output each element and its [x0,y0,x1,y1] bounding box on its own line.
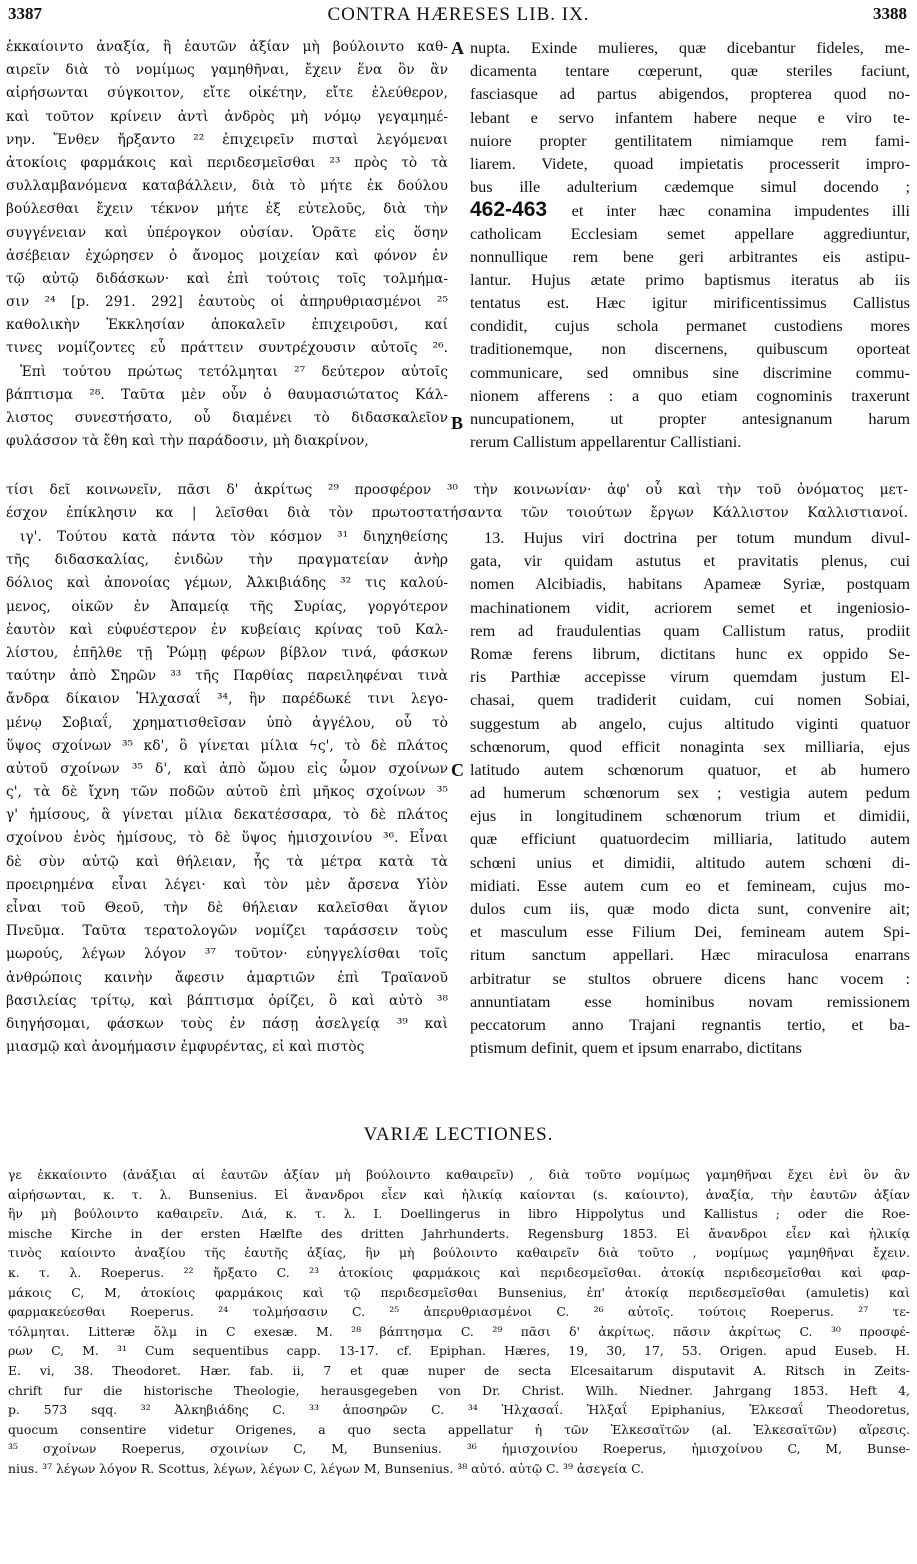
greek-line: διηγήσομαι, φάσκων τοὺς ἐν πάσῃ ἀσελγείᾳ ³⁹ καὶ [6,1015,448,1032]
greek-line: καθολικὴν Ἐκκλησίαν ἀποκαλεῖν ἐπιχειροῦσι, καί [6,317,448,334]
greek-line: φυλάσσον τὰ ἔθη καὶ τὴν παράδοσιν, μὴ διακρίνον, [6,433,369,450]
latin-line: nonnullique rem bene geri arbitrantes eis astipu- [470,246,910,266]
greek-line: λιστος συνεστήσατο, οὗ διαμένει τὸ διδασκαλεῖον [6,410,448,426]
greek-line: γ' ἡμίσους, ἃ γίνεται μίλια δεκατέσσαρα, τὸ δὲ πλάτος [6,807,448,824]
greek-line: τῷ αὐτῷ διδάσκων· καὶ ἐπὶ τούτοις τοῖς τολμήμα- [6,270,448,287]
note-line: ³⁵ σχοίνων Roeperus, σχοινίων C, M, Bunsenius. ³⁶ ἡμισχοινίου Roeperus, ἡμισχοίνου C, M, Bunse- [8,1441,910,1457]
greek-line: λίστου, ἐπῆλθε τῇ Ῥώμῃ φέρων βίβλον τινά, φάσκων [6,644,448,661]
margin-letter-a: A [451,38,464,58]
latin-line: ad humerum schœnorum sex ; vestigia autem pedum [470,783,910,803]
greek-line: Πνεῦμα. Ταῦτα τερατολογῶν νομίζει ταράσσειν τοὺς [6,923,448,940]
page-number-right: 3388 [873,4,907,23]
latin-line: dulos cum iis, quæ modo dicta sunt, convenire ait; [470,899,910,918]
latin-line: nomen Alcibiadis, habitans Apameæ Syriæ, postquam [470,574,910,594]
note-line: E. vi, 38. Theodoret. Hær. fab. ii, 7 et quæ nuper de secta Elcesaitarum disputavit A. Ritsch in Zeits- [8,1362,910,1378]
latin-line: communicare, sed omnibus sine discrimine commu- [470,362,910,382]
variant-readings-notes [8,1165,910,1479]
note-line: αἱρήσωνται, κ. τ. λ. Bunsenius. Εἰ ἄνανδροι εἶεν καὶ ἡλικίᾳ καίονται (s. καίοιντο), ἀναξία, τὴν ἑαυτῶν ἀξίαν [8,1186,910,1202]
latin-line: nupta. Exinde mulieres, quæ dicebantur fideles, me- [470,38,910,57]
note-line: ἣν μὴ βούλοιντο καθαιρεῖν. Διά, κ. τ. λ. I. Doellingerus in libro Hippolytus und Kallistus ; oder die Roe- [8,1206,910,1222]
latin-line: et masculum esse Filium Dei, femineam autem Spi- [470,922,910,942]
greek-line: δόλιος καὶ ἀπονοίας γέμων, Ἀλκιβιάδης ³² τις καλού- [6,575,448,592]
greek-line: αιρεῖν διὰ τὸ νομίμως γαμηθῆναι, ἔχειν ἕνα ὃν ἂν [6,62,448,79]
note-line: τόλμηται. Litteræ ὅλμ in C exesæ. M. ²⁸ βάπτησμα C. ²⁹ πᾶσι δ' ἀκρίτως. πᾶσιν ἀκρίτως C. ³⁰ προσφέ- [8,1323,910,1339]
note-line: κ. τ. λ. Roeperus. ²² ἤρξατο C. ²³ ἀτοκίοις φαρμάκοις καὶ περιδεσμεῖσθαι. ἀτοκίᾳ περιδεσμεῖσθαι καὶ φαρ- [8,1264,910,1280]
latin-line: traditionemque, non discernens, quibuscum oporteat [470,339,910,359]
latin-line: ris Parthiæ accepisse virum quemdam justum El- [470,667,910,687]
latin-line: suggestum ab angelo, cujus altitudo viginti quatuor [470,713,910,733]
greek-line: συλλαμβανόμενα καταβάλλειν, διὰ τὸ μήτε ἐκ δούλου [6,178,448,195]
greek-line: βάπτισμα ²⁸. Ταῦτα μὲν οὖν ὁ θαυμασιώτατος Κάλ- [6,386,448,403]
greek-line: καὶ τοῦτον κρίνειν ἀντὶ ἀνδρὸς μὴ νόμῳ γεγαμημέ- [6,108,448,125]
greek-column-top [6,36,448,453]
greek-line: σχοίνου ἑνὸς ἡμίσους, τὸ δὲ ὕψος ἡμισχοινίου ³⁶. Εἶναι [6,830,448,847]
latin-column-top [470,36,910,453]
greek-line: μιασμῷ καὶ ἀνομήμασιν ἐμφυρέντας, εἰ καὶ πιστὸς [6,1039,365,1056]
latin-line [470,198,910,221]
span-line: έσχον ἐπίκλησιν κα | λεῖσθαι διὰ τὸν πρωτοστατήσαντα τῶν τοιούτων ἔργων Κάλλιστον Καλλιστιανοί. [6,505,908,521]
latin-line: ejus in longitudinem schœnorum trium et dimidii, [470,806,910,826]
latin-line: lebant e servo infantem habere neque e viro te- [470,107,910,127]
latin-column-bottom [470,526,910,1059]
note-line: chrift fur die historische Theologie, herausgegeben von Dr. Christ. Wilh. Niedner. Jahrgang 1853. Heft 4, [8,1382,910,1398]
latin-line: Romæ ferens librum, dictitans hunc ex oppido Se- [470,643,910,663]
greek-line: Ἐπὶ τούτου πρώτως τετόλμηται ²⁷ δεύτερον αὐτοῖς [20,363,448,380]
greek-line: σιν ²⁴ [p. 291. 292] ἑαυτοὺς οἱ ἀπηρυθριασμένοι ²⁵ [6,294,448,311]
greek-line: τῆς διδασκαλίας, ἐνιδὼν τὴν πραγματείαν ἀνὴρ [6,552,448,569]
latin-line: condidit, cujus schola permanet custodiens mores [470,316,910,336]
latin-line: gata, vir quidam astutus et pravitatis plenus, cui [470,551,910,571]
margin-letter-b: B [451,413,464,433]
note-line: quocum consentire videtur Origenes, a quo secta appellatur ἡ τῶν Ἐλκεσαϊτῶν (al. Ἑλκεσαϊτῶν) αἵρεσις. [8,1421,910,1437]
greek-line: ἄνδρα δίκαιον Ἠλχασαΐ ³⁴, ἣν παρέδωκέ τινι λεγο- [6,691,448,708]
latin-line: arbitratur se stultos obruere dicens hanc vocem : [470,968,910,988]
greek-line: προειρημένα εἶναι λέγει· καὶ τὸν μὲν ἄρσενα Υἱὸν [6,876,448,893]
greek-line: ἑαυτὸν καὶ εὐφυέστερον ἐν κυβείαις κρίνας τοῦ Καλ- [6,621,448,638]
note-line: γε ἐκκαίοιντο (ἀνάξιαι αἱ ἑαυτῶν ἀξίαν μὴ βούλοιντο καθαιρεῖν) , διὰ τοῦτο νομίμως γαμηθῆναι ἔχει ἐνὶ ὃν ἂν [8,1167,910,1182]
greek-line: δὲ σὺν αὐτῷ καὶ θήλειαν, ἧς τὰ μέτρα κατὰ τὰ [6,853,448,870]
latin-line: nionem afferens : a quo etiam cognominis traxerunt [470,385,910,405]
greek-line: ἀτοκίοις φαρμάκοις καὶ περιδεσμεῖσθαι ²³ πρὸς τὸ τὰ [6,154,448,171]
page-marker: 462-463 [470,198,572,222]
latin-line: fasciasque ad partus abigendos, propterea quod no- [470,84,910,104]
latin-line: machinationem vidit, acriorem semet et ingeniosio- [470,597,910,617]
running-title: CONTRA HÆRESES LIB. IX. [327,4,590,25]
note-line: mische Kirche in der ersten Hælfte des dritten Jahrhunderts. Regensburg 1853. Εἰ ἄνανδροι εἶεν καὶ ἡλικίᾳ [8,1225,910,1241]
greek-line: εἶναι τοῦ Θεοῦ, τὴν δὲ θήλειαν καλεῖσθαι ἅγιον [6,900,448,916]
greek-line: συγγένειαν καὶ ὑπέρογκον οὐσίαν. Ὁρᾶτε εἰς ὅσην [6,224,448,241]
latin-line: quæ efficiunt quatuordecim milliaria, latitudo autem [470,829,910,849]
greek-line: ταύτην ἀπὸ Σηρῶν ³³ τῆς Παρθίας παρειληφέναι τινὰ [6,668,448,685]
latin-line: lantur. Hujus ætate primo baptismus iteratus ab iis [470,269,910,289]
greek-line: ιγ'. Τούτου κατὰ πάντα τὸν κόσμον ³¹ διηχηθείσης [20,529,448,545]
full-width-greek-lines [6,479,908,525]
latin-line: bus ille adulterium cædemque simul docendo ; [470,177,910,197]
note-line: φαρμακεύεσθαι Roeperus. ²⁴ τολμήσασιν C. ²⁵ ἀπερυθριασμένοι C. ²⁶ αὐτοῖς. τούτοις Roeperus. ²⁷ τε- [8,1304,910,1320]
latin-line: tentatus est. Hæc igitur mirificentissimus Callistus [470,293,910,313]
latin-line: ptismum definit, quem et ipsum enarrabo, dictitans [470,1038,802,1058]
greek-column-bottom [6,526,448,1059]
latin-line: rem ad fraudulentias quam Callistum ratus, prodiit [470,620,910,640]
greek-line: ἀσέβειαν ἐχώρησεν ὁ ἄνομος μοιχείαν καὶ φόνον ἐν [6,247,448,264]
note-line: ρων C, M. ³¹ Cum sequentibus capp. 13-17. cf. Epiphan. Hæres, 19, 30, 17, 53. Origen. apud Euseb. H. [8,1343,910,1359]
greek-line: ς', τὰ δὲ ἴχνη τῶν ποδῶν αὐτοῦ ἐπὶ μῆκος σχοίνων ³⁵ [6,784,448,801]
greek-line: αἱρήσωνται σύγκοιτον, εἴτε οἰκέτην, εἴτε ἐλεύθερον, [6,85,448,102]
greek-line: βούλεσθαι ἔχειν τέκνον μήτε ἐξ εὐτελοῦς, διὰ τὴν [6,201,448,218]
greek-line: νην. Ἔνθεν ἤρξαντο ²² ἐπιχειρεῖν πισταὶ λεγόμεναι [6,131,448,148]
note-line: nius. ³⁷ λέγων λόγον R. Scottus, λέγων, λέγων C, λέγων M, Bunsenius. ³⁸ αὐτό. αὐτῷ C. ³⁹ ἀσεγεία C. [8,1460,645,1476]
latin-line: catholicam Ecclesiam semet appellare aggrediuntur, [470,223,910,243]
span-line: τίσι δεῖ κοινωνεῖν, πᾶσι δ' ἀκρίτως ²⁹ προσφέρον ³⁰ τὴν κοινωνίαν· ἀφ' οὗ καὶ τὴν τοῦ ὀνόματος μετ- [6,482,908,498]
latin-line: schœni unius et dimidii, altitudo autem schœni di- [470,852,910,872]
margin-letter-c: C [451,760,464,780]
latin-line-text: et inter hæc conamina impudentes illi [571,201,910,221]
greek-line: μένῳ Σοβιαΐ, χρηματισθεῖσαν ὑπὸ ἀγγέλου, οὗ τὸ [6,714,448,731]
note-line: μάκοις C, M, ἀτοκίοις φαρμάκοις καὶ τῷ περιδεσμεῖσθαι Bunsenius, ἐπ' ἀτοκίᾳ περιδεσμεῖσθαι (amuletis) καὶ [8,1284,910,1300]
latin-line: nuiore propter gentilitatem nimiamque rem fami- [470,130,910,150]
note-line: τινὸς καίοιντο ἀναξίου τῆς ἑαυτῆς ἀξίας, ἣν μὴ βούλοιντο καθαιρεῖν διὰ τοῦτο , νομίμως γαμηθῆναι ἔχειν. [8,1245,910,1261]
latin-line: liarem. Videte, quoad impietatis processerit impro- [470,153,910,173]
latin-line: latitudo autem schœnorum quatuor, et ab humero [470,759,910,779]
page-header [0,2,917,32]
latin-line: dicamenta tentare cœperunt, quæ steriles faciunt, [470,61,910,81]
latin-line: midiati. Esse autem cum eo et femineam, cujus mo- [470,875,910,895]
latin-line: chasai, quem tradiderit cuidam, cui nomen Sobiai, [470,690,910,710]
greek-line: ἀνθρώποις καινὴν ἄφεσιν ἁμαρτιῶν ἐπὶ Τραϊανοῦ [6,969,448,986]
greek-line: τινες νομίζοντες εὖ πράττειν συντρέχουσιν αὐτοῖς ²⁶. [6,340,448,357]
greek-line: ὕψος σχοίνων ³⁵ κδ', ὃ γίνεται μίλια ϟς', τὸ δὲ πλάτος [6,737,448,754]
greek-line: αὐτοῦ σχοίνων ³⁵ δ', καὶ ἀπὸ ὤμου εἰς ὦμον σχοίνων [6,760,448,777]
variae-lectiones-heading: VARIÆ LECTIONES. [363,1124,554,1145]
latin-line: 13. Hujus viri doctrina per totum mundum divul- [484,528,910,547]
greek-line: ἐκκαίοιντο ἀναξία, ἢ ἑαυτῶν ἀξίαν μὴ βούλοιντο καθ- [6,39,448,55]
latin-line: rerum Callistum appellarentur Callistiani. [470,432,742,452]
page-number-left: 3387 [8,4,42,23]
latin-line: ritum sanctum appellari. Hæc miraculosa enarrans [470,945,910,965]
latin-line: annuntiatam esse hominibus novam remissionem [470,991,910,1011]
note-line: p. 573 sqq. ³² Ἀλκηβιάδης C. ³³ ἀποσηρῶν C. ³⁴ Ἠλχασαΐ. Ἠλξαΐ Epiphanius, Ἐλκεσαΐ Theodoretus, [8,1402,910,1418]
latin-line: schœnorum, quod efficit nonaginta sex milliaria, ejus [470,736,910,756]
greek-line: μενος, οἰκῶν ἐν Ἀπαμείᾳ τῆς Συρίας, γοργότερον [6,598,448,615]
greek-line: βασιλείας τρίτῳ, καὶ βάπτισμα ὁρίζει, ὃ καὶ αὐτὸ ³⁸ [6,992,448,1009]
greek-line: μωρούς, λέγων λόγον ³⁷ τοῦτον· εὐηγγελίσθαι τοῖς [6,946,448,963]
latin-line: peccatorum anno Trajani regnantis tertio, et ba- [470,1014,910,1034]
latin-line: nuncupationem, ut propter antesignanum harum [470,409,910,428]
